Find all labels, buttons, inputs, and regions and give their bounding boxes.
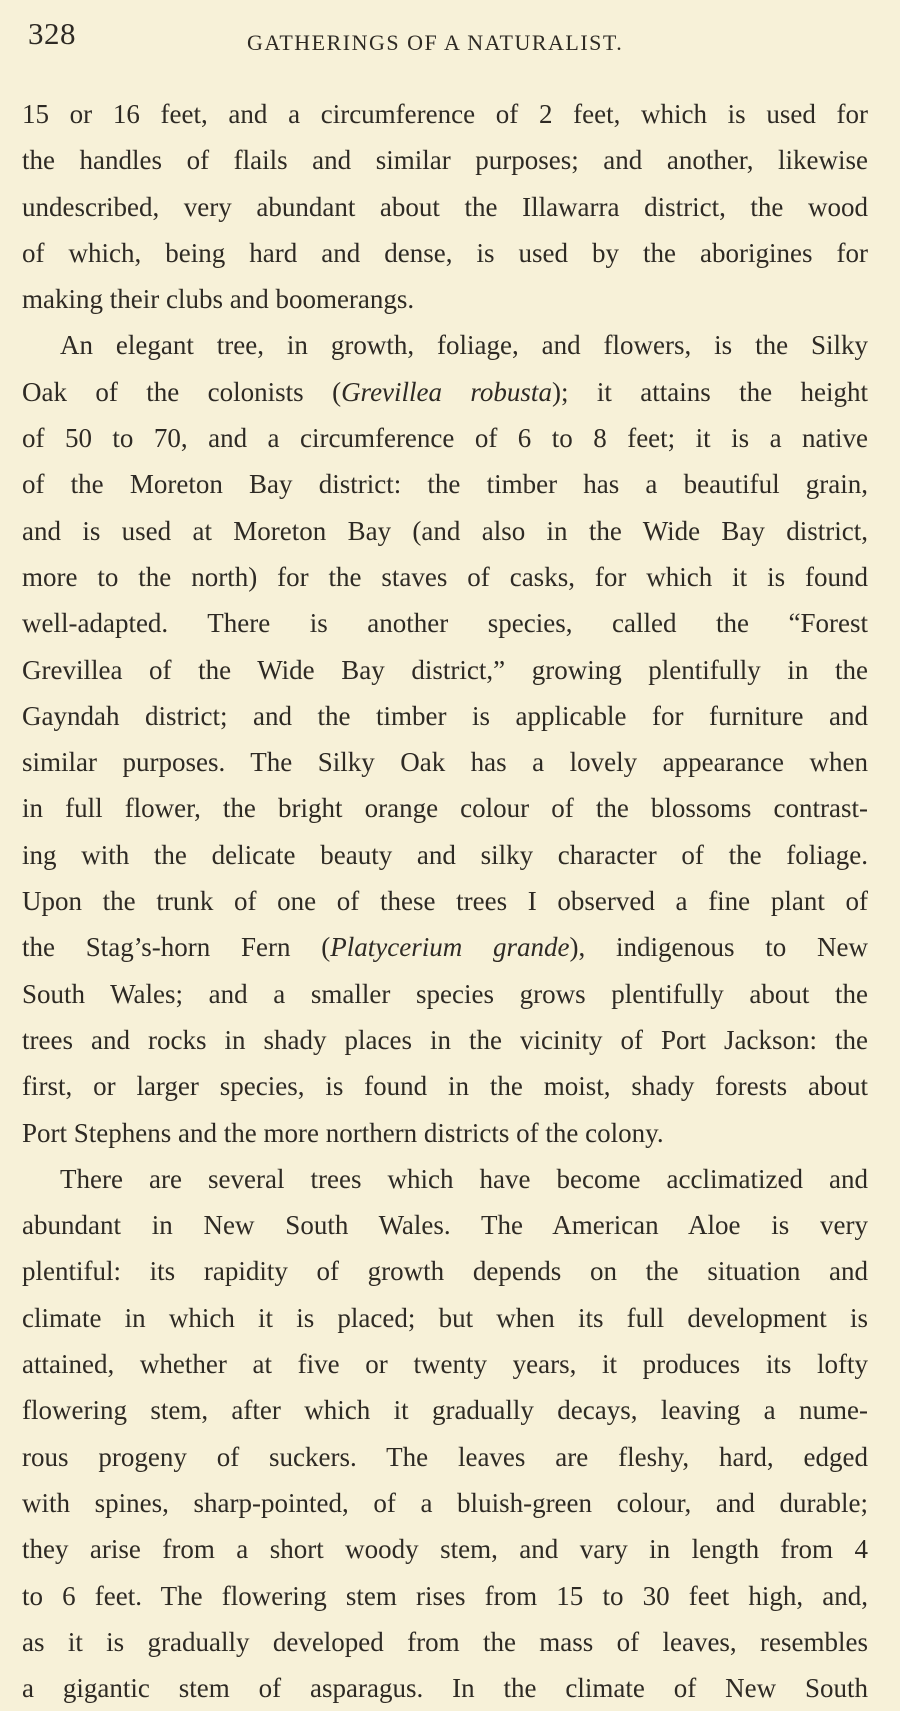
text-line: of 50 to 70, and a circumference of 6 to 8 feet; it is a native — [22, 423, 868, 454]
body-text — [22, 91, 868, 1711]
text-line: abundant in New South Wales. The American Aloe is very — [22, 1210, 868, 1241]
text-line: rous progeny of suckers. The leaves are fleshy, hard, edged — [22, 1441, 868, 1472]
text-line: the handles of flails and similar purposes; and another, likewise — [22, 145, 868, 176]
paragraph — [22, 322, 868, 1155]
paragraph — [22, 1156, 868, 1711]
text-line: undescribed, very abundant about the Illawarra district, the wood — [22, 191, 868, 222]
paragraph — [22, 91, 868, 322]
text-line: Oak of the colonists (Grevillea robusta); it attains the height — [22, 376, 869, 407]
text-line: climate in which it is placed; but when its full development is — [22, 1302, 868, 1333]
text-line: of the Moreton Bay district: the timber has a beautiful grain, — [22, 469, 868, 500]
text-line: well-adapted. There is another species, called the “Forest — [22, 608, 868, 639]
text-line: plentiful: its rapidity of growth depends on the situation and — [22, 1256, 868, 1287]
running-head: GATHERINGS OF A NATURALIST. — [247, 30, 624, 55]
text-line: flowering stem, after which it gradually decays, leaving a nume- — [22, 1395, 868, 1426]
text-line: Gayndah district; and the timber is applicable for furniture and — [22, 700, 868, 731]
page-header — [22, 16, 878, 60]
text-line: Port Stephens and the more northern districts of the colony. — [22, 1117, 664, 1148]
text-line: first, or larger species, is found in the moist, shady forests about — [22, 1071, 868, 1102]
text-line: as it is gradually developed from the mass of leaves, resembles — [22, 1626, 868, 1657]
text-line: a gigantic stem of asparagus. In the climate of New South — [22, 1673, 868, 1704]
text-line: attained, whether at five or twenty years, it produces its lofty — [22, 1349, 868, 1380]
text-line: trees and rocks in shady places in the vicinity of Port Jackson: the — [22, 1024, 868, 1055]
text-line: 15 or 16 feet, and a circumference of 2 feet, which is used for — [22, 99, 868, 129]
text-line: of which, being hard and dense, is used by the aborigines for — [22, 237, 868, 268]
text-line: with spines, sharp-pointed, of a bluish-green colour, and durable; — [22, 1487, 868, 1518]
text-line: An elegant tree, in growth, foliage, and flowers, is the Silky — [60, 330, 868, 361]
text-line: in full flower, the bright orange colour of the blossoms contrast- — [22, 793, 868, 824]
text-line: making their clubs and boomerangs. — [22, 284, 415, 315]
text-line: Grevillea of the Wide Bay district,” growing plentifully in the — [22, 654, 868, 685]
text-line: they arise from a short woody stem, and vary in length from 4 — [22, 1534, 868, 1565]
text-line: ing with the delicate beauty and silky character of the foliage. — [22, 839, 868, 870]
text-line: Upon the trunk of one of these trees I observed a fine plant of — [22, 886, 868, 917]
page-number: 328 — [28, 16, 76, 51]
text-line: to 6 feet. The flowering stem rises from 15 to 30 feet high, and, — [22, 1580, 868, 1611]
text-line: and is used at Moreton Bay (and also in the Wide Bay district, — [22, 515, 868, 546]
text-line: the Stag’s-horn Fern (Platycerium grande), indigenous to New — [22, 932, 868, 963]
text-line: There are several trees which have become acclimatized and — [60, 1163, 868, 1194]
text-line: more to the north) for the staves of casks, for which it is found — [22, 561, 868, 592]
text-line: South Wales; and a smaller species grows plentifully about the — [22, 978, 868, 1009]
text-line: similar purposes. The Silky Oak has a lovely appearance when — [22, 747, 868, 778]
